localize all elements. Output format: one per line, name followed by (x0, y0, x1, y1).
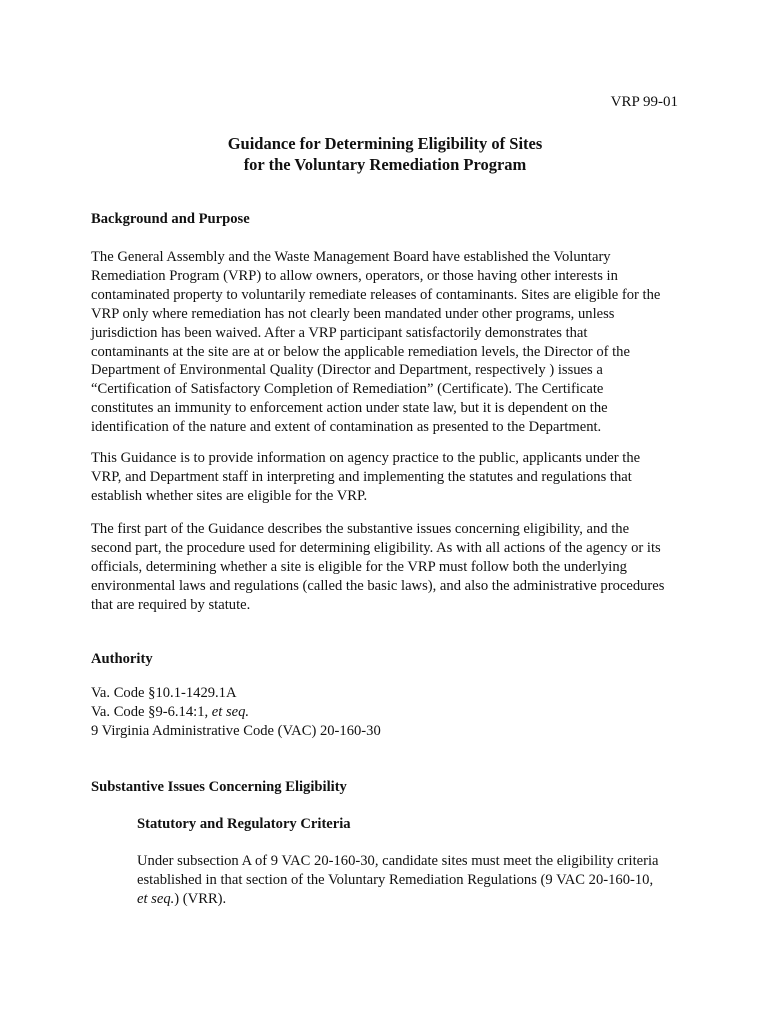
citation-va-code-10: Va. Code §10.1-1429.1A (91, 685, 237, 701)
text-line: identification of the nature and extent of contamination as presented to the Department. (91, 419, 602, 436)
text-line: second part, the procedure used for determining eligibility. As with all actions of the agency or its (91, 539, 661, 556)
text-line: Remediation Program (VRP) to allow owners, operators, or those having other interests in (91, 267, 618, 284)
citation-va-code-9 (91, 703, 691, 722)
text-line: VRP only where remediation has not clearly been mandated under other programs, unless (91, 305, 615, 322)
heading-background: Background and Purpose (91, 211, 250, 227)
italic-text: et seq. (137, 890, 175, 907)
text-line: that are required by statute. (91, 596, 251, 613)
text-line: establish whether sites are eligible for the VRP. (91, 487, 368, 504)
text-line: Department of Environmental Quality (Director and Department, respectively ) issues a (91, 362, 603, 379)
text-line: The first part of the Guidance describes the substantive issues concerning eligibility, and the (91, 521, 630, 537)
citation-italic: et seq. (211, 703, 250, 720)
heading-authority: Authority (91, 651, 153, 667)
text-line: The General Assembly and the Waste Management Board have established the Voluntary (91, 249, 611, 265)
text-line: jurisdiction has been waived. After a VRP participant satisfactorily demonstrates that (91, 324, 588, 341)
authority-citations (91, 684, 691, 741)
paragraph-statutory-criteria (137, 852, 737, 909)
subheading-statutory-criteria: Statutory and Regulatory Criteria (137, 816, 351, 832)
paragraph-background-1 (91, 248, 691, 437)
heading-substantive-issues: Substantive Issues Concerning Eligibility (91, 779, 347, 795)
citation-vac: 9 Virginia Administrative Code (VAC) 20-160-30 (91, 722, 381, 739)
title-line-1: Guidance for Determining Eligibility of Sites (227, 134, 543, 153)
text-line: Under subsection A of 9 VAC 20-160-30, candidate sites must meet the eligibility criteria (137, 853, 659, 869)
text-line: officials, determining whether a site is eligible for the VRP must follow both the underlying (91, 558, 627, 575)
text-line (137, 890, 737, 909)
text-line: environmental laws and regulations (called the basic laws), and also the administrative procedures (91, 577, 665, 594)
paragraph-background-2 (91, 449, 691, 506)
text-suffix: ) (VRR). (174, 890, 227, 907)
text-line: VRP, and Department staff in interpreting and implementing the statutes and regulations that (91, 468, 632, 485)
document-id: VRP 99-01 (610, 94, 678, 110)
paragraph-background-3 (91, 520, 691, 615)
citation-text: Va. Code §9-6.14:1, (91, 703, 212, 720)
text-line: This Guidance is to provide information on agency practice to the public, applicants under the (91, 450, 641, 466)
document-title (0, 133, 770, 175)
title-line-2: for the Voluntary Remediation Program (243, 155, 527, 174)
text-line: established in that section of the Voluntary Remediation Regulations (9 VAC 20-160-10, (137, 871, 654, 888)
text-line: contaminated property to voluntarily remediate releases of contaminants. Sites are eligible for the (91, 286, 661, 303)
text-line: contaminants at the site are at or below the applicable remediation levels, the Director of the (91, 343, 630, 360)
text-line: constitutes an immunity to enforcement action under state law, but it is dependent on the (91, 400, 608, 417)
text-line: “Certification of Satisfactory Completion of Remediation” (Certificate). The Certificate (91, 381, 604, 398)
